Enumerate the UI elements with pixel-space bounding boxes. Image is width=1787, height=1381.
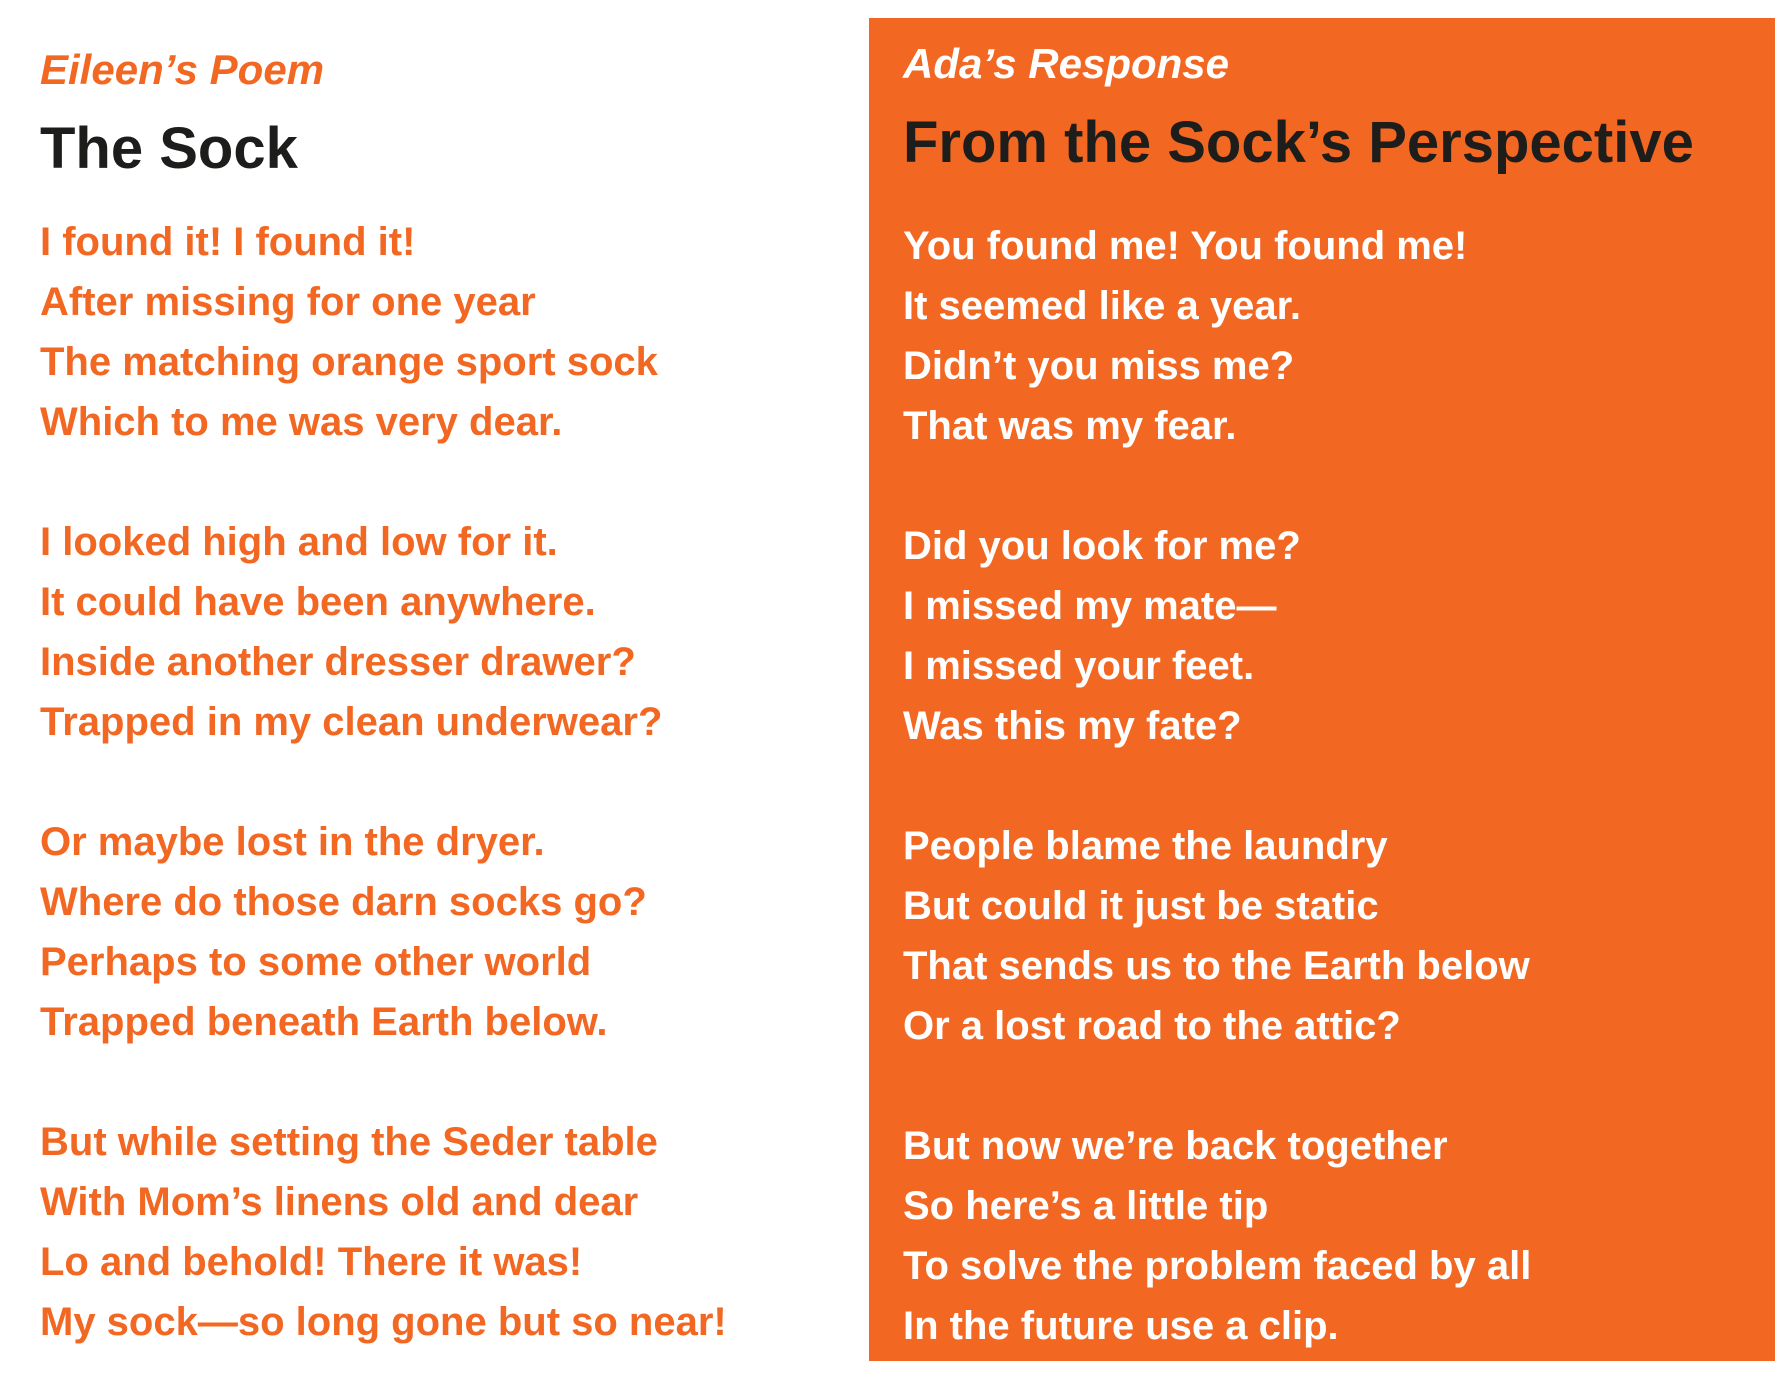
- poem-line: I looked high and low for it.: [40, 520, 558, 564]
- ada-response-panel: [869, 18, 1775, 1361]
- stanza: [903, 216, 1763, 456]
- poem-line: Didn’t you miss me?: [903, 344, 1295, 388]
- poem-title: From the Sock’s Perspective: [903, 110, 1694, 175]
- stanza: [903, 816, 1763, 1056]
- poem-line: Did you look for me?: [903, 524, 1301, 568]
- poem-line: It seemed like a year.: [903, 284, 1302, 328]
- poem-body: [903, 216, 1763, 1356]
- poem-line: My sock—so long gone but so near!: [40, 1300, 727, 1344]
- poem-line: But now we’re back together: [903, 1124, 1448, 1168]
- poem-line: Inside another dresser drawer?: [40, 640, 636, 684]
- poem-line: Trapped beneath Earth below.: [40, 1000, 608, 1044]
- poem-line: But could it just be static: [903, 884, 1379, 928]
- poem-line: In the future use a clip.: [903, 1304, 1339, 1348]
- poem-line: Which to me was very dear.: [40, 400, 563, 444]
- poem-line: It could have been anywhere.: [40, 580, 596, 624]
- poem-line: The matching orange sport sock: [40, 340, 658, 384]
- poem-label: Eileen’s Poem: [40, 46, 325, 93]
- poem-line: Perhaps to some other world: [40, 940, 592, 984]
- poem-line: Where do those darn socks go?: [40, 880, 647, 924]
- poem-label: Ada’s Response: [903, 40, 1230, 87]
- poem-line: You found me! You found me!: [903, 224, 1468, 268]
- stanza: [40, 812, 840, 1052]
- poem-line: I found it! I found it!: [40, 220, 416, 264]
- poem-line: Or a lost road to the attic?: [903, 1004, 1401, 1048]
- stanza: [40, 1112, 840, 1352]
- poem-line: People blame the laundry: [903, 824, 1388, 868]
- poem-line: That was my fear.: [903, 404, 1237, 448]
- poem-line: Trapped in my clean underwear?: [40, 700, 663, 744]
- stanza: [903, 516, 1763, 756]
- poem-line: After missing for one year: [40, 280, 536, 324]
- poem-line: Or maybe lost in the dryer.: [40, 820, 545, 864]
- poem-line: With Mom’s linens old and dear: [40, 1180, 639, 1224]
- stanza: [903, 1116, 1763, 1356]
- poem-line: So here’s a little tip: [903, 1184, 1269, 1228]
- poem-line: Lo and behold! There it was!: [40, 1240, 583, 1284]
- poem-body: [40, 212, 840, 1352]
- poem-line: That sends us to the Earth below: [903, 944, 1530, 988]
- poem-line: But while setting the Seder table: [40, 1120, 658, 1164]
- poem-line: I missed your feet.: [903, 644, 1255, 688]
- ada-response-column: [903, 34, 1763, 1356]
- poem-line: To solve the problem faced by all: [903, 1244, 1532, 1288]
- eileen-poem-column: [40, 40, 840, 1352]
- poem-line: I missed my mate—: [903, 584, 1277, 628]
- poem-title: The Sock: [40, 116, 298, 181]
- stanza: [40, 212, 840, 452]
- stanza: [40, 512, 840, 752]
- poem-line: Was this my fate?: [903, 704, 1242, 748]
